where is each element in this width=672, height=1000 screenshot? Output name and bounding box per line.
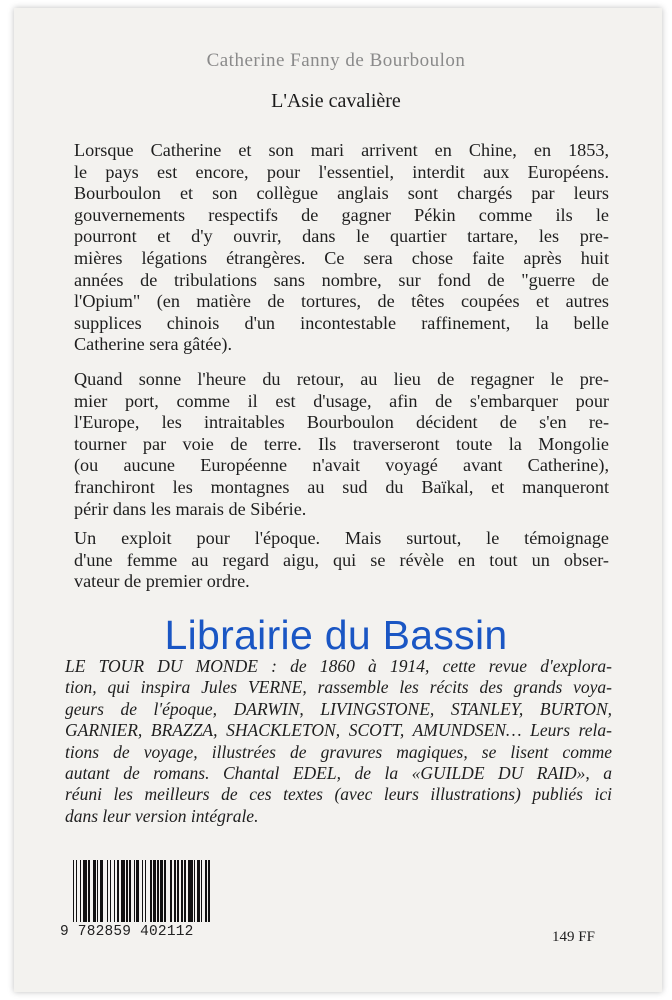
text-line: vateur de premier ordre. [74, 571, 250, 592]
text-line: Catherine sera gâtée). [74, 334, 233, 355]
text-line: GARNIER, BRAZZA, SHACKLETON, SCOTT, AMUNDSEN… Leurs rela- [65, 720, 612, 741]
text-line: LE TOUR DU MONDE : de 1860 à 1914, cette revue d'explora- [65, 656, 612, 676]
isbn-barcode [60, 858, 212, 940]
series-description [65, 656, 612, 827]
text-line: années de tribulations sans nombre, sur fond de "guerre de [74, 269, 609, 290]
text-line: franchiront les montagnes au sud du Baïkal, et manqueront [74, 476, 609, 497]
text-line: (ou aucune Européenne n'avait voyagé avant Catherine), [74, 455, 609, 476]
synopsis-paragraph-2 [74, 369, 609, 520]
text-line: l'Opium" (en matière de tortures, de têtes coupées et autres [74, 291, 609, 312]
text-line: mières légations étrangères. Ce sera chose faite après huit [74, 247, 609, 268]
bookseller-watermark: Librairie du Bassin [164, 612, 508, 658]
author-name: Catherine Fanny de Bourboulon [206, 50, 466, 71]
text-line: geurs de l'époque, DARWIN, LIVINGSTONE, STANLEY, BURTON, [65, 698, 612, 719]
synopsis-paragraph-1 [74, 140, 609, 356]
text-line: tions de voyage, illustrées de gravures magiques, se lisent comme [65, 741, 612, 762]
text-line: mier port, comme il est d'usage, afin de s'embarquer pour [74, 390, 609, 411]
text-line: tion, qui inspira Jules VERNE, rassemble les récits des grands voya- [65, 677, 612, 698]
text-line: Un exploit pour l'époque. Mais surtout, le témoignage [74, 528, 609, 548]
text-line: Quand sonne l'heure du retour, au lieu de regagner le pre- [74, 369, 609, 389]
text-line: autant de romans. Chantal EDEL, de la «GUILDE DU RAID», a [65, 763, 612, 784]
barcode-stripe [208, 860, 209, 922]
text-line: réuni les meilleurs de ces textes (avec leurs illustrations) publiés ici [65, 784, 612, 805]
synopsis-paragraph-3 [74, 528, 609, 593]
text-line: le pays est encore, pour l'essentiel, interdit aux Européens. [74, 161, 609, 182]
text-line: Lorsque Catherine et son mari arrivent en Chine, en 1853, [74, 140, 609, 160]
book-title: L'Asie cavalière [271, 90, 401, 112]
text-line: pourront et d'y ouvrir, dans le quartier tartare, les pre- [74, 226, 609, 247]
barcode-bars [73, 860, 210, 922]
text-line: supplices chinois d'un incontestable raffinement, la belle [74, 312, 609, 333]
isbn-number: 9 782859 402112 [60, 924, 194, 940]
text-line: l'Europe, les intraitables Bourboulon décident de s'en re- [74, 412, 609, 433]
text-line: périr dans les marais de Sibérie. [74, 498, 307, 519]
text-line: dans leur version intégrale. [65, 805, 259, 826]
text-line: tourner par voie de terre. Ils traverseront toute la Mongolie [74, 433, 609, 454]
text-line: gouvernements respectifs de gagner Pékin comme ils le [74, 204, 609, 225]
text-line: d'une femme au regard aigu, qui se révèle en tout un obser- [74, 549, 609, 570]
text-line: Bourboulon et son collègue anglais sont chargés par leurs [74, 183, 609, 204]
price-label: 149 FF [552, 929, 595, 945]
